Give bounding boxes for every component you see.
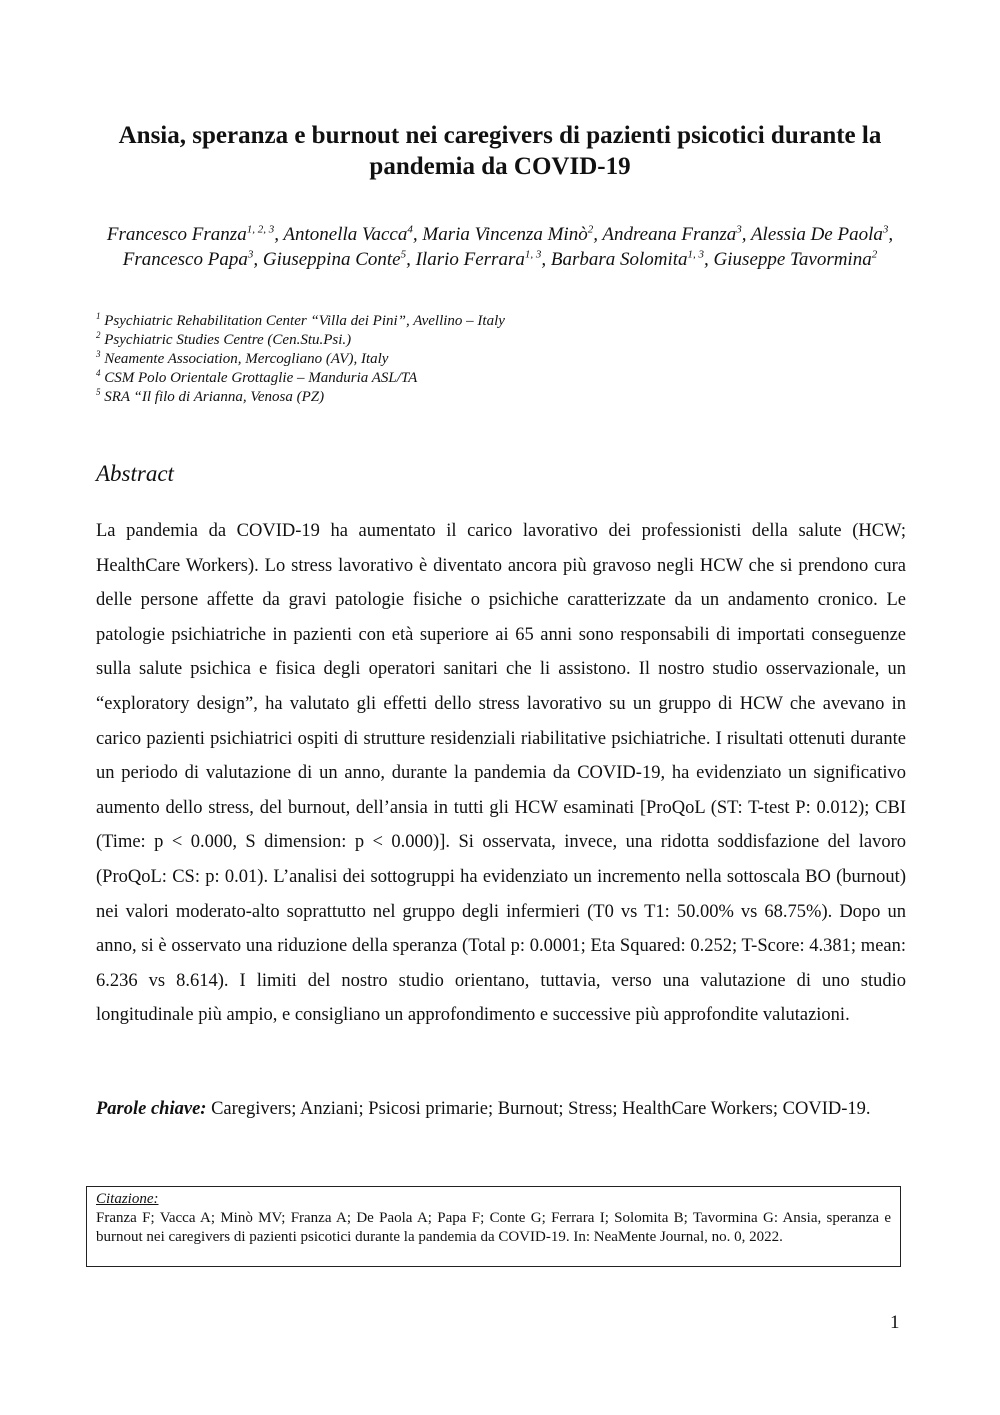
affiliation-item — [96, 369, 796, 388]
author-name: Giuseppina Conte — [262, 249, 401, 270]
author-name: Maria Vincenza Minò — [422, 224, 588, 245]
affiliation-item — [96, 388, 796, 407]
affiliation-number: 4 — [96, 368, 101, 378]
affiliation-text: CSM Polo Orientale Grottaglie – Manduria ASL/TA — [104, 370, 418, 386]
affiliation-text: Psychiatric Studies Centre (Cen.Stu.Psi.) — [104, 332, 352, 348]
affiliation-item — [96, 350, 796, 369]
author-name: Giuseppe Tavormina — [713, 249, 872, 270]
author-affiliation-ref: 3 — [736, 223, 742, 236]
keywords-paragraph — [96, 1093, 906, 1125]
affiliation-text: Neamente Association, Mercogliano (AV), Italy — [104, 351, 389, 367]
keywords-text: Caregivers; Anziani; Psicosi primarie; Burnout; Stress; HealthCare Workers; COVID-19. — [211, 1099, 871, 1119]
author-name: Francesco Papa — [122, 249, 248, 270]
author-list: Francesco Franza$^{1, 2, 3}$, Antonella Vacca$^4$, Maria Vincenza Minò$^2$, Andreana Franza$^3$, Alessia De Paola$^3$, Francesco Papa$^3$, Giuseppina Conte$^5$, Ilario Ferrara$^{1, 3}$, Barbara Solomita$^{1, 3}$, Giuseppe Tavormina$^2$ — [106, 223, 894, 270]
affiliation-number: 3 — [96, 349, 101, 359]
author-affiliation-ref: 3 — [882, 223, 889, 236]
abstract-heading: Abstract — [96, 461, 174, 486]
author-name: Barbara Solomita — [550, 249, 688, 270]
citation-heading: Citazione: — [96, 1191, 159, 1207]
author-affiliation-ref: 3 — [247, 248, 254, 261]
citation-text: Franza F; Vacca A; Minò MV; Franza A; De Paola A; Papa F; Conte G; Ferrara I; Solomita B; Tavormina G: Ansia, speranza e burnout nei caregivers di pazienti psicotici durante la pandemia da COVID-19. In: NeaMente Journal, no. 0, 2022. — [96, 1210, 891, 1245]
author-affiliation-ref: 1, 3 — [524, 248, 542, 261]
keywords-label: Parole chiave: — [96, 1099, 207, 1119]
author-affiliation-ref: 2 — [871, 248, 878, 261]
affiliation-item — [96, 312, 796, 331]
author-name: Andreana Franza — [602, 224, 737, 245]
author-name: Ilario Ferrara — [415, 249, 525, 270]
affiliation-number: 5 — [96, 387, 101, 397]
citation-box — [86, 1186, 901, 1267]
affiliation-text: SRA “Il filo di Arianna, Venosa (PZ) — [104, 389, 325, 405]
abstract-body: La pandemia da COVID-19 ha aumentato il carico lavorativo dei professionisti della salute (HCW; HealthCare Workers). Lo stress lavorativo è diventato ancora più gravoso negli HCW che si prendono cura delle persone affette da gravi patologie fisiche o psichiche caratterizzate da un andamento cronico. Le patologie psichiatriche in pazienti con età superiore ai 65 anni sono responsabili di importati conseguenze sulla salute psichica e fisica degli operatori sanitari che li assistono. Il nostro studio osservazionale, un “exploratory design”, ha valutato gli effetti dello stress lavorativo su un gruppo di HCW che avevano in carico pazienti psichiatrici ospiti di strutture residenziali riabilitative psichiatriche. I risultati ottenuti durante un periodo di valutazione di un anno, durante la pandemia da COVID-19, ha evidenziato un significativo aumento dello stress, del burnout, dell’ansia in tutti gli HCW esaminati [ProQoL (ST: T-test P: 0.012); CBI (Time: p < 0.000, S dimension: p < 0.000)]. Si osservata, invece, una ridotta soddisfazione del lavoro (ProQoL: CS: p: 0.01). L’analisi dei sottogruppi ha evidenziato un incremento nella sottoscala BO (burnout) nei valori moderato-alto soprattutto nel gruppo degli infermieri (T0 vs T1: 50.00% vs 68.75%). Dopo un anno, si è osservato una riduzione della speranza (Total p: 0.0001; Eta Squared: 0.252; T-Score: 4.381; mean: 6.236 vs 8.614). I limiti del nostro studio orientano, tuttavia, verso una valutazione di uno studio longitudinale più ampio, e consigliano un approfondimento e successive più approfondite valutazioni. — [96, 521, 906, 1026]
affiliation-list — [96, 312, 796, 407]
author-affiliation-ref: 4 — [407, 223, 413, 236]
author-name: Alessia De Paola — [750, 224, 883, 245]
affiliation-number: 2 — [96, 330, 101, 340]
affiliation-text: Psychiatric Rehabilitation Center “Villa dei Pini”, Avellino – Italy — [104, 313, 505, 329]
author-name: Antonella Vacca — [283, 224, 408, 245]
author-affiliation-ref: 5 — [400, 248, 407, 261]
author-affiliation-ref: 1, 2, 3 — [246, 223, 275, 236]
affiliation-number: 1 — [96, 311, 101, 321]
author-affiliation-ref: 1, 3 — [687, 248, 705, 261]
page-number: 1 — [890, 1312, 900, 1333]
author-name: Francesco Franza — [106, 224, 247, 245]
affiliation-item — [96, 331, 796, 350]
paper-title: Ansia, speranza e burnout nei caregivers di pazienti psicotici durante la pandemia da COVID-19 — [118, 122, 882, 180]
author-affiliation-ref: 2 — [587, 223, 594, 236]
